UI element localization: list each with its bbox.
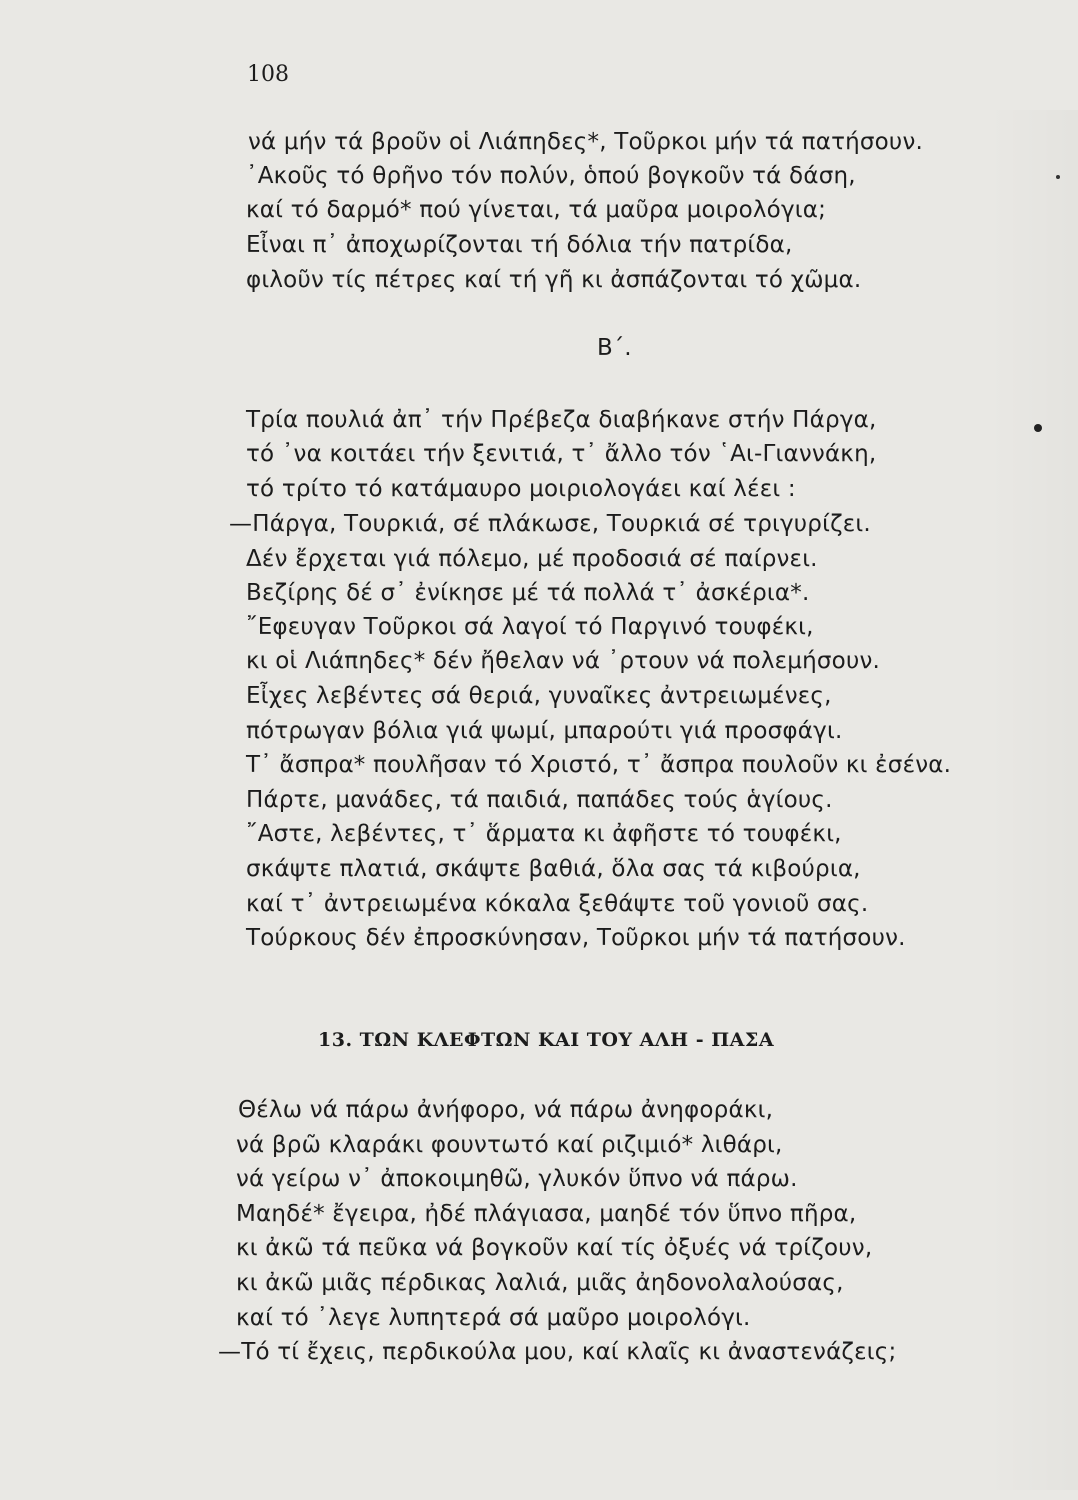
verse-line: τό ᾿να κοιτάει τήν ξενιτιά, τ᾿ ἄλλο τόν ῾Αι-Γιαννάκη, bbox=[246, 441, 877, 467]
verse-line: Πάρτε, μανάδες, τά παιδιά, παπάδες τούς ἁγίους. bbox=[246, 787, 833, 813]
poem-heading: 13. ΤΩΝ ΚΛΕΦΤΩΝ ΚΑΙ ΤΟΥ ΑΛΗ - ΠΑΣΑ bbox=[318, 1029, 775, 1051]
verse-line: τό τρίτο τό κατάμαυρο μοιριολογάει καί λέει : bbox=[246, 476, 796, 502]
verse-line: κι οἱ Λιάπηδες* δέν ἤθελαν νά ᾿ρτουν νά πολεμήσουν. bbox=[246, 648, 881, 674]
verse-line: Θέλω νά πάρω ἀνήφορο, νά πάρω ἀνηφοράκι, bbox=[238, 1097, 774, 1123]
verse-line: Εἶχες λεβέντες σά θεριά, γυναῖκες ἀντρειωμένες, bbox=[246, 683, 832, 709]
verse-line: Εἶναι π᾿ ἀποχωρίζονται τή δόλια τήν πατρίδα, bbox=[246, 232, 793, 258]
verse-line: καί τό δαρμό* πού γίνεται, τά μαῦρα μοιρολόγια; bbox=[246, 197, 827, 223]
section-mark: Β΄. bbox=[597, 335, 632, 361]
verse-line: νά μήν τά βροῦν οἱ Λιάπηδες*, Τοῦρκοι μήν τά πατήσουν. bbox=[248, 129, 924, 155]
verse-line: Δέν ἔρχεται γιά πόλεμο, μέ προδοσιά σέ παίρνει. bbox=[246, 546, 818, 572]
page-number: 108 bbox=[247, 62, 289, 87]
verse-line: καί τ᾿ ἀντρειωμένα κόκαλα ξεθάψτε τοῦ γονιοῦ σας. bbox=[246, 891, 869, 917]
verse-line: —Πάργα, Τουρκιά, σέ πλάκωσε, Τουρκιά σέ τριγυρίζει. bbox=[229, 511, 871, 537]
verse-line: σκάψτε πλατιά, σκάψτε βαθιά, ὅλα σας τά κιβούρια, bbox=[246, 856, 861, 882]
verse-line: πότρωγαν βόλια γιά ψωμί, μπαρούτι γιά προσφάγι. bbox=[246, 718, 843, 744]
verse-line: Τούρκους δέν ἐπροσκύνησαν, Τοῦρκοι μήν τά πατήσουν. bbox=[246, 925, 906, 951]
verse-line: καί τό ᾿λεγε λυπητερά σά μαῦρο μοιρολόγι. bbox=[236, 1305, 751, 1331]
verse-line: Τρία πουλιά ἀπ᾿ τήν Πρέβεζα διαβήκανε στήν Πάργα, bbox=[246, 407, 877, 433]
verse-line: φιλοῦν τίς πέτρες καί τή γῆ κι ἀσπάζονται τό χῶμα. bbox=[246, 267, 862, 293]
show-through-shadow bbox=[988, 110, 1078, 1490]
verse-line: Μαηδέ* ἔγειρα, ἠδέ πλάγιασα, μαηδέ τόν ὕπνο πῆρα, bbox=[236, 1201, 857, 1227]
verse-line: νά γείρω ν᾿ ἀποκοιμηθῶ, γλυκόν ὕπνο νά πάρω. bbox=[236, 1166, 798, 1192]
verse-line: κι ἀκῶ τά πεῦκα νά βογκοῦν καί τίς ὀξυές νά τρίζουν, bbox=[236, 1235, 873, 1261]
verse-line: ῎Αστε, λεβέντες, τ᾿ ἅρματα κι ἀφῆστε τό τουφέκι, bbox=[246, 821, 842, 847]
verse-line: νά βρῶ κλαράκι φουντωτό καί ριζιμιό* λιθάρι, bbox=[236, 1132, 783, 1158]
ink-speck bbox=[1056, 175, 1060, 179]
verse-line: ῎Εφευγαν Τοῦρκοι σά λαγοί τό Παργινό τουφέκι, bbox=[246, 614, 814, 640]
verse-line: κι ἀκῶ μιᾶς πέρδικας λαλιά, μιᾶς ἀηδονολαλούσας, bbox=[236, 1270, 844, 1296]
ink-spot bbox=[1034, 424, 1042, 432]
verse-line: —Τό τί ἔχεις, περδικούλα μου, καί κλαῖς κι ἀναστενάζεις; bbox=[218, 1339, 897, 1365]
verse-line: ᾿Ακοῦς τό θρῆνο τόν πολύν, ὁπού βογκοῦν τά δάση, bbox=[246, 163, 856, 189]
verse-line: Τ᾿ ἄσπρα* πουλῆσαν τό Χριστό, τ᾿ ἄσπρα πουλοῦν κι ἐσένα. bbox=[246, 752, 952, 778]
verse-line: Βεζίρης δέ σ᾿ ἐνίκησε μέ τά πολλά τ᾿ ἀσκέρια*. bbox=[246, 580, 810, 606]
